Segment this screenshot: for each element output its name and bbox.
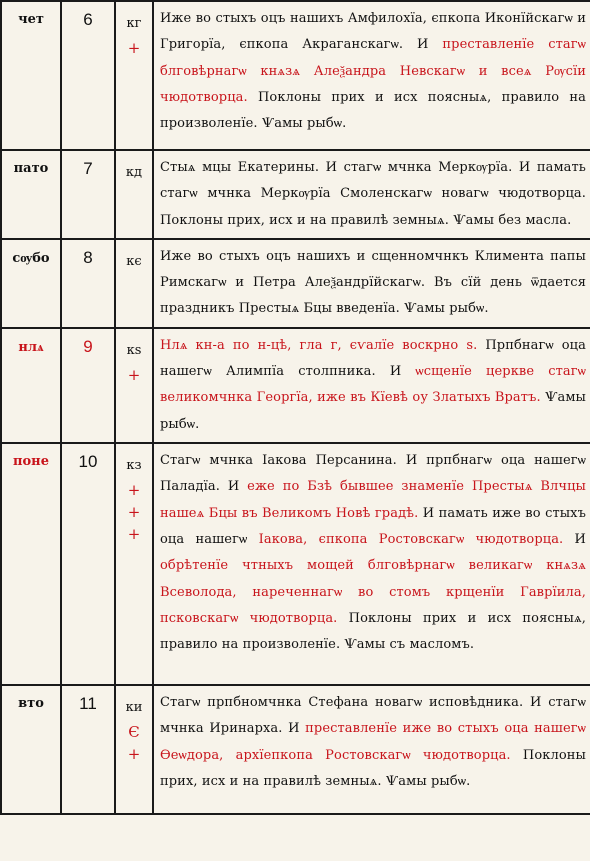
old-style-date-label: кє bbox=[126, 253, 142, 269]
date-number-cell: 11 bbox=[61, 685, 115, 814]
old-style-date-label: кд bbox=[125, 165, 143, 180]
calendar-row bbox=[1, 1, 590, 150]
weekday-cell: нлѧ bbox=[1, 328, 61, 443]
body-text: Иже во стыхъ оцъ нашихъ Амфилохїа, єпкопа Иконїйскагѡ и Григорїа, єпкопа Акраганскагѡ. И bbox=[160, 11, 586, 53]
rubric-text: преставленїе иже во стыхъ оца нашегѡ Ѳеѡдора, архїепкопа Ростовскагѡ чюдотворца. bbox=[160, 721, 586, 763]
calendar-row bbox=[1, 150, 590, 239]
date-number-cell: 10 bbox=[61, 443, 115, 685]
body-text: Ѱамы рыбѡ. bbox=[160, 390, 586, 432]
commemoration-text-cell bbox=[153, 239, 590, 328]
commemoration-text-cell bbox=[153, 1, 590, 150]
date-number-cell: 6 bbox=[61, 1, 115, 150]
rubric-text: обрѣтенїе чтныхъ мощей блговѣрнагѡ великагѡ кнѧзѧ Всеволода, нареченнагѡ во стомъ крщенїи Гаврїила, псковскагѡ чюдотворца. bbox=[160, 558, 586, 626]
old-style-date-label: ки bbox=[125, 700, 143, 716]
commemoration-text-cell bbox=[153, 328, 590, 443]
feast-rank-mark: Є bbox=[128, 723, 140, 742]
commemoration-text-cell bbox=[153, 443, 590, 685]
old-style-date-cell bbox=[115, 239, 153, 328]
calendar-row bbox=[1, 685, 590, 814]
old-style-date-label: кѕ bbox=[126, 342, 142, 358]
rubric-text: ѡсщенїе церкве стагѡ великомчнка Георгїа, иже въ Кїевѣ оу Златыхъ Вратъ. bbox=[160, 364, 586, 406]
rubric-text: Нлѧ кн-а по н-цѣ, гла г, єѵалїе воскрно ѕ. bbox=[160, 337, 478, 353]
feast-rank-mark: + bbox=[127, 481, 141, 500]
date-number-cell: 7 bbox=[61, 150, 115, 239]
body-text: Поклоны прих, исх и на правилѣ земныѧ. Ѱамы рыбѡ. bbox=[160, 747, 586, 789]
body-text: Иже во стыхъ оцъ нашихъ и сщенномчнкъ Климента папы Римскагѡ и Петра Алеѯандрїйскагѡ. Въ сїй день ѿдается праздникъ Престыѧ Бцы введенїа. Ѱамы рыбѡ. bbox=[160, 248, 586, 317]
weekday-cell: чет bbox=[1, 1, 61, 150]
old-style-date-cell bbox=[115, 328, 153, 443]
weekday-cell: вто bbox=[1, 685, 61, 814]
old-style-date-cell bbox=[115, 443, 153, 685]
commemoration-text-cell bbox=[153, 685, 590, 814]
body-text: Прпбнагѡ оца нашегѡ Алимпїа столпника. И bbox=[160, 337, 586, 380]
commemoration-text-cell bbox=[153, 150, 590, 239]
date-number-cell: 9 bbox=[61, 328, 115, 443]
calendar-row bbox=[1, 328, 590, 443]
calendar-row bbox=[1, 443, 590, 685]
old-style-date-cell bbox=[115, 685, 153, 814]
feast-rank-mark: + bbox=[127, 525, 141, 544]
feast-rank-mark: + bbox=[127, 745, 141, 764]
weekday-cell: сѹбо bbox=[1, 239, 61, 328]
date-number-cell: 8 bbox=[61, 239, 115, 328]
body-text: И bbox=[563, 531, 586, 547]
body-text: Поклоны прих и исх поясныѧ, правило на произволенїе. bbox=[160, 89, 586, 132]
rubric-text: Ӏакова, єпкопа Ростовскагѡ чюдотворца. bbox=[258, 531, 564, 547]
calendar-row bbox=[1, 239, 590, 328]
old-style-date-cell bbox=[115, 150, 153, 239]
body-text: Стыѧ мцы Екатерины. И стагѡ мчнка Меркѹрїа. И памать стагѡ мчнка Меркѹрїа Смоленскагѡ новагѡ чюдотворца. Поклоны прих, исх и на правилѣ земныѧ. Ѱамы без масла. bbox=[160, 160, 586, 228]
body-text: И памать иже во стыхъ оца нашегѡ bbox=[160, 505, 586, 547]
body-text: Ѱамы рыбѡ. bbox=[261, 116, 347, 132]
feast-rank-mark: + bbox=[127, 39, 141, 57]
old-style-date-label: кг bbox=[126, 16, 142, 31]
body-text: Стагѡ прпбномчнка Стефана новагѡ исповѣдника. И стагѡ мчнка Иринарха. И bbox=[160, 695, 586, 737]
rubric-text: еже по Бзѣ бывшее знаменїе Престыѧ Влчцы нашеѧ Бцы въ Великомъ Новѣ градѣ. bbox=[160, 479, 587, 521]
feast-rank-mark: + bbox=[127, 503, 141, 522]
old-style-date-cell bbox=[115, 1, 153, 150]
calendar-body bbox=[1, 1, 590, 814]
weekday-cell: пато bbox=[1, 150, 61, 239]
old-style-date-label: кз bbox=[126, 458, 142, 474]
feast-rank-mark: + bbox=[127, 365, 141, 384]
weekday-cell: поне bbox=[1, 443, 61, 685]
body-text: Поклоны прих и исх поясныѧ, правило на произволенїе. Ѱамы съ масломъ. bbox=[160, 610, 586, 653]
body-text: Стагѡ мчнка Ӏакова Персанина. И прпбнагѡ оца нашегѡ Паладїа. И bbox=[160, 453, 586, 495]
rubric-text: преставленїе стагѡ блговѣрнагѡ кнѧзѧ Алеѯандра Невскагѡ и всеѧ Рѹсїи чюдотворца. bbox=[160, 37, 586, 105]
